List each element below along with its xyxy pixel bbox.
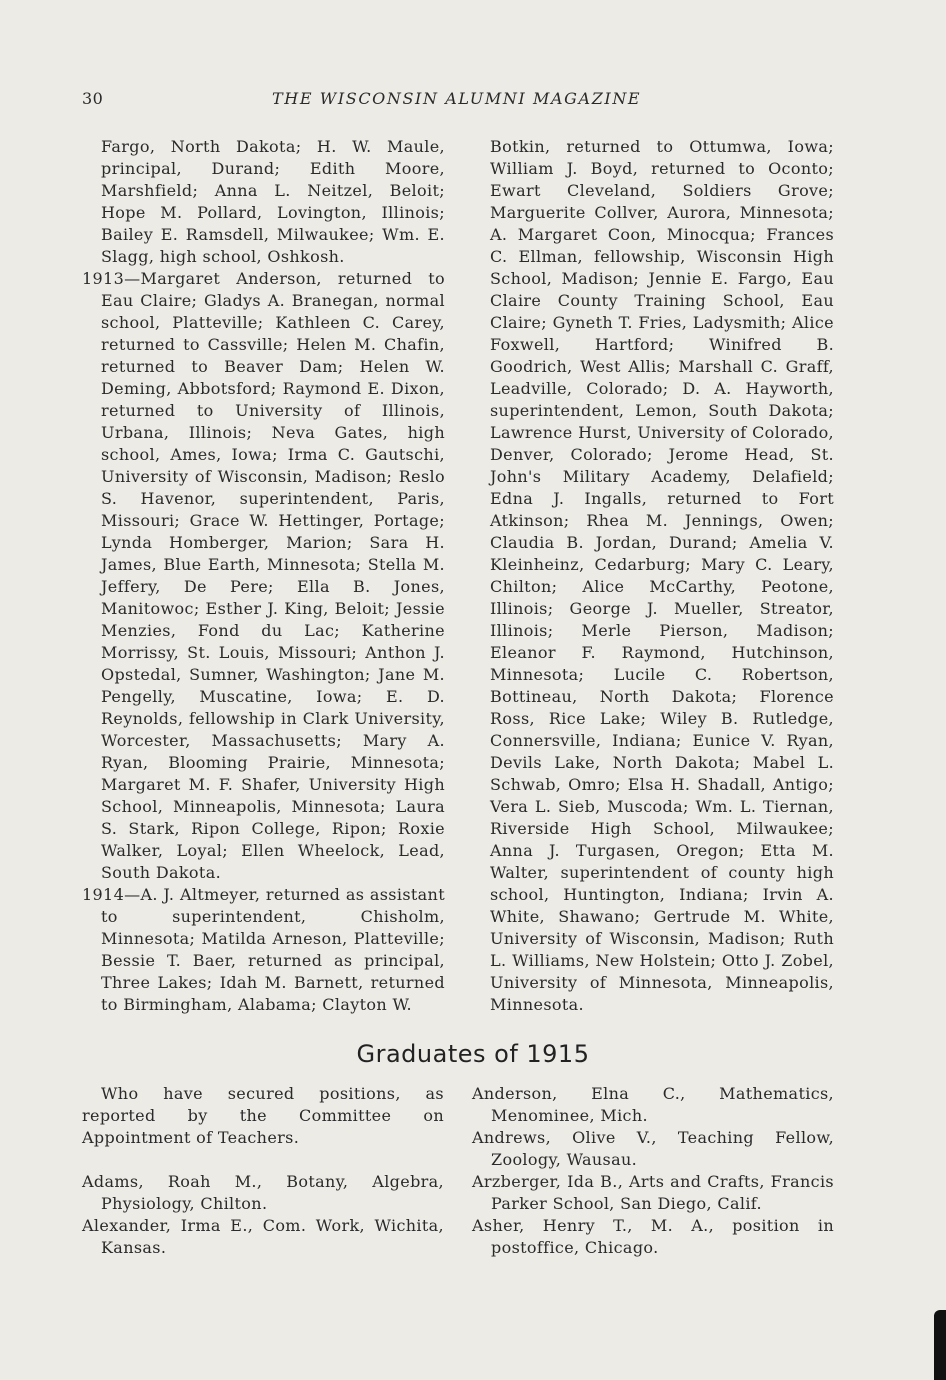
graduate-entry: Asher, Henry T., M. A., position in postoffice, Chicago. xyxy=(472,1216,834,1257)
class-1913-entry: 1913—Margaret Anderson, returned to Eau Claire; Gladys A. Branegan, normal school, Platteville; Kathleen C. Carey, returned to Cassville; Helen M. Chafin, returned to Beaver Dam; Helen W. Deming, Abbotsford; Raymond E. Dixon, returned to University of Illinois, Urbana, Illinois; Neva Gates, high school, Ames, Iowa; Irma C. Gautschi, University of Wisconsin, Madison; Reslo S. Havenor, superintendent, Paris, Missouri; Grace W. Hettinger, Portage; Lynda Homberger, Marion; Sara H. James, Blue Earth, Minnesota; Stella M. Jeffery, De Pere; Ella B. Jones, Manitowoc; Esther J. King, Beloit; Jessie Menzies, Fond du Lac; Katherine Morrissy, St. Louis, Missouri; Anthon J. Opstedal, Sumner, Washington; Jane M. Pengelly, Muscatine, Iowa; E. D. Reynolds, fellowship in Clark University, Worcester, Massachusetts; Mary A. Ryan, Blooming Prairie, Minnesota; Margaret M. F. Shafer, University High School, Minneapolis, Minnesota; Laura S. Stark, Ripon College, Ripon; Roxie Walker, Loyal; Ellen Wheelock, Lead, South Dakota. xyxy=(82,269,445,882)
left-continuation-text: Fargo, North Dakota; H. W. Maule, principal, Durand; Edith Moore, Marshfield; Anna L. Neitzel, Beloit; Hope M. Pollard, Lovington, Illinois; Bailey E. Ramsdell, Milwaukee; Wm. E. Slagg, high school, Oshkosh. xyxy=(101,137,445,266)
graduate-entry: Arzberger, Ida B., Arts and Crafts, Francis Parker School, San Diego, Calif. xyxy=(472,1172,834,1213)
section-heading: Graduates of 1915 xyxy=(356,1040,590,1068)
graduates-right-column xyxy=(472,1083,834,1259)
running-head: THE WISCONSIN ALUMNI MAGAZINE xyxy=(272,89,642,108)
graduate-entry: Andrews, Olive V., Teaching Fellow, Zoology, Wausau. xyxy=(472,1128,834,1169)
left-column xyxy=(82,136,445,1016)
page-number: 30 xyxy=(82,89,104,108)
graduate-entry: Anderson, Elna C., Mathematics, Menominee, Mich. xyxy=(472,1084,834,1125)
scan-edge-mark xyxy=(934,1310,946,1380)
graduates-left-column xyxy=(82,1083,444,1259)
right-continuation-text: Botkin, returned to Ottumwa, Iowa; William J. Boyd, returned to Oconto; Ewart Cleveland, Soldiers Grove; Marguerite Collver, Aurora, Minnesota; A. Margaret Coon, Minocqua; Frances C. Ellman, fellowship, Wisconsin High School, Madison; Jennie E. Fargo, Eau Claire County Training School, Eau Claire; Gyneth T. Fries, Ladysmith; Alice Foxwell, Hartford; Winifred B. Goodrich, West Allis; Marshall C. Graff, Leadville, Colorado; D. A. Hayworth, superintendent, Lemon, South Dakota; Lawrence Hurst, University of Colorado, Denver, Colorado; Jerome Head, St. John's Military Academy, Delafield; Edna J. Ingalls, returned to Fort Atkinson; Rhea M. Jennings, Owen; Claudia B. Jordan, Durand; Amelia V. Kleinheinz, Cedarburg; Mary C. Leary, Chilton; Alice McCarthy, Peotone, Illinois; George J. Mueller, Streator, Illinois; Merle Pierson, Madison; Eleanor F. Raymond, Hutchinson, Minnesota; Lucile C. Robertson, Bottineau, North Dakota; Florence Ross, Rice Lake; Wiley B. Rutledge, Connersville, Indiana; Eunice V. Ryan, Devils Lake, North Dakota; Mabel L. Schwab, Omro; Elsa H. Shadall, Antigo; Vera L. Sieb, Muscoda; Wm. L. Tiernan, Riverside High School, Milwaukee; Anna J. Turgasen, Oregon; Etta M. Walter, superintendent of county high school, Huntington, Indiana; Irvin A. White, Shawano; Gertrude M. White, University of Wisconsin, Madison; Ruth L. Williams, New Holstein; Otto J. Zobel, University of Minnesota, Minneapolis, Minnesota. xyxy=(490,137,834,1014)
class-1914-entry: 1914—A. J. Altmeyer, returned as assistant to superintendent, Chisholm, Minnesota; Matilda Arneson, Platteville; Bessie T. Baer, returned as principal, Three Lakes; Idah M. Barnett, returned to Birmingham, Alabama; Clayton W. xyxy=(82,885,445,1014)
right-column xyxy=(490,136,834,1016)
graduate-entry: Alexander, Irma E., Com. Work, Wichita, Kansas. xyxy=(82,1216,444,1257)
section-intro: Who have secured positions, as reported by the Committee on Appointment of Teachers. xyxy=(82,1084,444,1147)
graduate-entry: Adams, Roah M., Botany, Algebra, Physiology, Chilton. xyxy=(82,1172,444,1213)
